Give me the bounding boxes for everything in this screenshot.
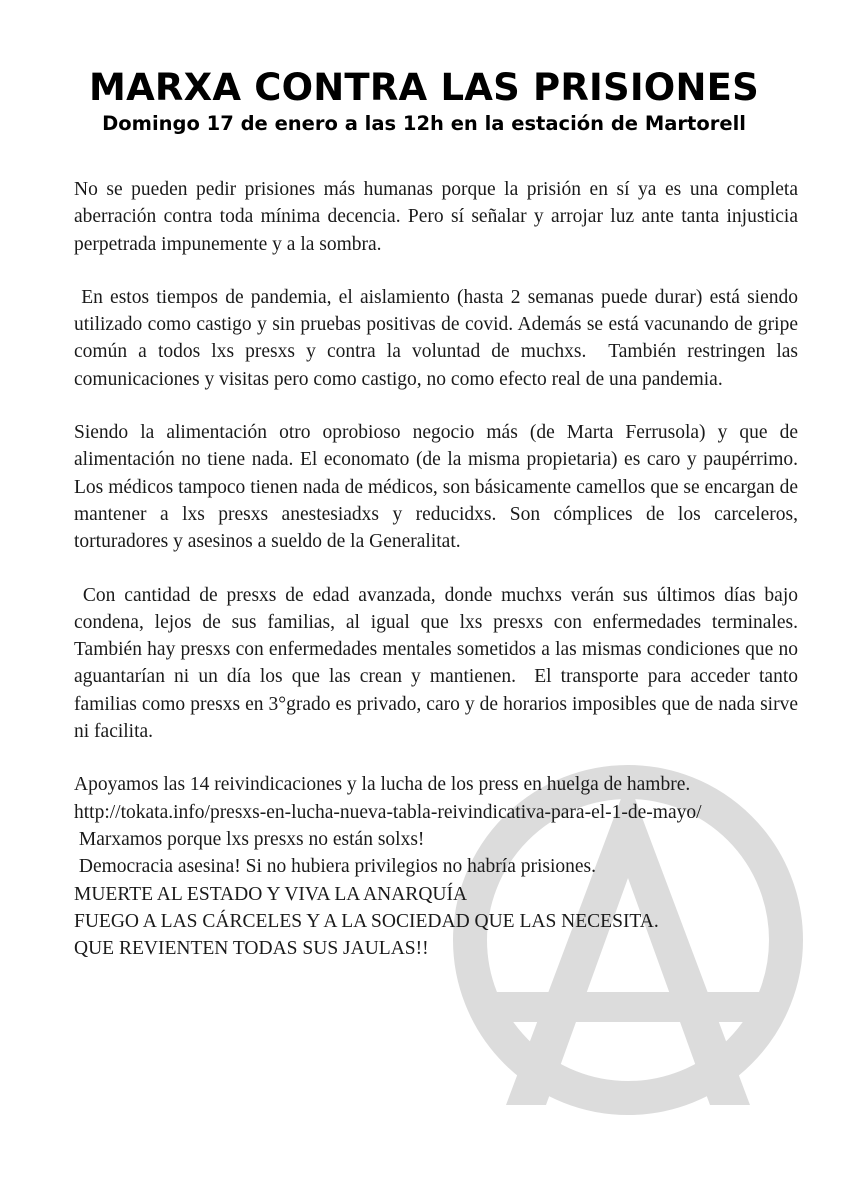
slogan-line: FUEGO A LAS CÁRCELES Y A LA SOCIEDAD QUE LAS NECESITA. bbox=[74, 910, 659, 932]
reference-link[interactable]: http://tokata.info/presxs-en-lucha-nueva-tabla-reivindicativa-para-el-1-de-mayo/ bbox=[74, 801, 702, 823]
support-line: Apoyamos las 14 reivindicaciones y la lucha de los press en huelga de hambre. bbox=[74, 774, 691, 796]
paragraph: Con cantidad de presxs de edad avanzada, donde muchxs verán sus últimos días bajo condena, lejos de sus familias, al igual que lxs presxs con enfermedades terminales. También hay presxs con enfermedades mentales sometidos a las mismas condiciones que no aguantarían ni un día los que las crean y mantienen. El transporte para acceder tanto familias como presxs en 3°grado es privado, caro y de horarios imposibles que de nada sirve ni facilita. bbox=[74, 584, 803, 743]
page-title: MARXA CONTRA LAS PRISIONES bbox=[89, 66, 759, 109]
event-subtitle: Domingo 17 de enero a las 12h en la estación de Martorell bbox=[102, 112, 746, 135]
paragraph: No se pueden pedir prisiones más humanas porque la prisión en sí ya es una completa aberración contra toda mínima decencia. Pero sí señalar y arrojar luz ante tanta injusticia perpetrada impunemente y a la sombra. bbox=[74, 179, 798, 255]
slogan-line: Democracia asesina! Si no hubiera privilegios no habría prisiones. bbox=[74, 856, 597, 878]
slogan-line: MUERTE AL ESTADO Y VIVA LA ANARQUÍA bbox=[74, 883, 468, 905]
paragraph: En estos tiempos de pandemia, el aislamiento (hasta 2 semanas puede durar) está siendo utilizado como castigo y sin pruebas positivas de covid. Además se está vacunando de gripe común a todos lxs presxs y contra la voluntad de muchxs. También restringen las comunicaciones y visitas pero como castigo, no como efecto real de una pandemia. bbox=[74, 286, 803, 390]
slogan-line: Marxamos porque lxs presxs no están solxs! bbox=[74, 828, 425, 850]
body-text bbox=[74, 176, 803, 962]
closing-section bbox=[74, 771, 798, 962]
paragraph: Siendo la alimentación otro oprobioso negocio más (de Marta Ferrusola) y que de alimentación no tiene nada. El economato (de la misma propietaria) es caro y paupérrimo. Los médicos tampoco tienen nada de médicos, son básicamente camellos que se encargan de mantener a lxs presxs anestesiadxs y reducidxs. Son cómplices de los carceleros, torturadores y asesinos a sueldo de la Generalitat. bbox=[74, 422, 798, 553]
slogan-line: QUE REVIENTEN TODAS SUS JAULAS!! bbox=[74, 938, 429, 960]
